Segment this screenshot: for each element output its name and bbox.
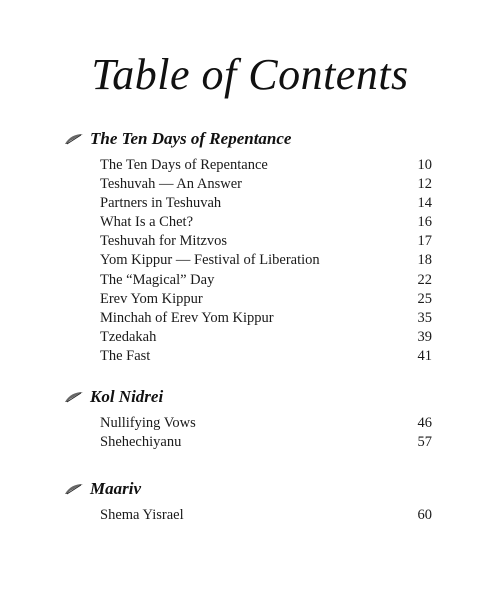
toc-entry[interactable] bbox=[100, 328, 432, 347]
entry-title: Shema Yisrael bbox=[100, 507, 184, 523]
quill-icon bbox=[64, 482, 84, 496]
toc-entry[interactable] bbox=[100, 232, 432, 251]
entry-page-number: 14 bbox=[417, 195, 432, 212]
section-heading bbox=[64, 128, 291, 150]
section-heading bbox=[64, 478, 141, 500]
entry-title: Nullifying Vows bbox=[100, 415, 196, 431]
toc-entry[interactable] bbox=[100, 271, 432, 290]
entry-title: Minchah of Erev Yom Kippur bbox=[100, 309, 274, 326]
entry-page-number: 17 bbox=[417, 233, 432, 250]
entry-title: The Ten Days of Repentance bbox=[100, 157, 268, 173]
entry-title: Teshuvah — An Answer bbox=[100, 176, 242, 193]
page-title: Table of Contents bbox=[91, 50, 409, 99]
toc-entry[interactable] bbox=[100, 309, 432, 328]
toc-entry[interactable] bbox=[100, 213, 432, 232]
toc-entry[interactable] bbox=[100, 506, 432, 525]
entry-title: The Fast bbox=[100, 347, 151, 364]
entry-page-number: 16 bbox=[417, 214, 432, 231]
toc-entry[interactable] bbox=[100, 433, 432, 452]
entry-title: The “Magical” Day bbox=[100, 271, 215, 288]
toc-entry[interactable] bbox=[100, 251, 432, 270]
entry-page-number: 60 bbox=[417, 507, 432, 523]
quill-icon bbox=[64, 132, 84, 146]
entry-page-number: 41 bbox=[417, 347, 432, 364]
quill-icon bbox=[64, 390, 84, 404]
entry-title: Erev Yom Kippur bbox=[100, 290, 203, 307]
toc-entry[interactable] bbox=[100, 347, 432, 366]
entry-page-number: 10 bbox=[417, 157, 432, 173]
entry-list bbox=[100, 156, 432, 366]
section-heading bbox=[64, 386, 163, 408]
entry-page-number: 25 bbox=[417, 290, 432, 307]
entry-list bbox=[100, 506, 432, 525]
entry-title: What Is a Chet? bbox=[100, 214, 194, 231]
toc-entry[interactable] bbox=[100, 290, 432, 309]
entry-page-number: 12 bbox=[417, 176, 432, 193]
toc-entry[interactable] bbox=[100, 156, 432, 175]
section-title: The Ten Days of Repentance bbox=[90, 129, 292, 148]
toc-entry[interactable] bbox=[100, 414, 432, 433]
entry-page-number: 18 bbox=[417, 252, 432, 269]
section-title: Kol Nidrei bbox=[90, 387, 164, 406]
entry-page-number: 57 bbox=[417, 434, 432, 451]
entry-list bbox=[100, 414, 432, 452]
entry-title: Yom Kippur — Festival of Liberation bbox=[100, 252, 320, 269]
entry-page-number: 22 bbox=[417, 271, 432, 288]
entry-title: Teshuvah for Mitzvos bbox=[100, 233, 228, 250]
toc-entry[interactable] bbox=[100, 194, 432, 213]
entry-page-number: 39 bbox=[417, 328, 432, 345]
section-title: Maariv bbox=[90, 479, 141, 498]
toc-entry[interactable] bbox=[100, 175, 432, 194]
entry-page-number: 35 bbox=[417, 309, 432, 326]
entry-title: Shehechiyanu bbox=[100, 434, 182, 451]
entry-title: Partners in Teshuvah bbox=[100, 195, 222, 212]
entry-page-number: 46 bbox=[417, 415, 432, 431]
entry-title: Tzedakah bbox=[100, 328, 157, 345]
